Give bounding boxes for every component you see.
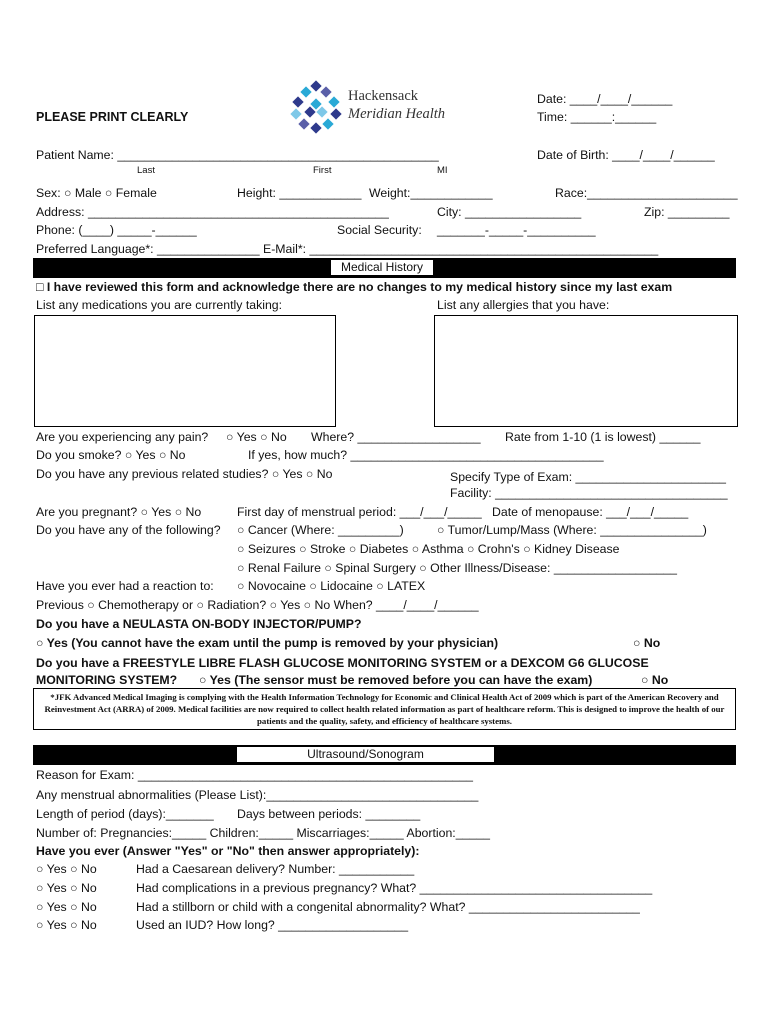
pain-question: Are you experiencing any pain? — [36, 430, 209, 444]
address-field[interactable]: Address: ____________________________________________ — [36, 205, 389, 219]
logo-text-line2: Meridian Health — [348, 106, 446, 122]
medical-history-title: Medical History — [330, 259, 434, 276]
pain-radio[interactable]: ○ Yes ○ No — [226, 430, 287, 444]
libre-question-line1: Do you have a FREESTYLE LIBRE FLASH GLUCOSE MONITORING SYSTEM or a DEXCOM G6 GLUCOSE — [36, 656, 649, 670]
abnormalities-field[interactable]: Any menstrual abnormalities (Please List):_______________________________ — [36, 788, 479, 802]
iud-field[interactable]: Used an IUD? How long? ___________________ — [136, 918, 409, 932]
neulasta-no-radio[interactable]: ○ No — [633, 636, 661, 650]
ssn-field[interactable]: _______-_____-__________ — [437, 223, 596, 237]
following-label: Do you have any of the following? — [36, 523, 221, 537]
medications-textbox[interactable] — [34, 315, 336, 427]
neulasta-question: Do you have a NEULASTA ON-BODY INJECTOR/PUMP? — [36, 617, 362, 631]
language-email-field[interactable]: Preferred Language*: _______________ E-Mail*: ___________________________________________________ — [36, 242, 659, 256]
ultrasound-title: Ultrasound/Sonogram — [236, 746, 495, 763]
menstrual-date-field[interactable]: First day of menstrual period: ___/___/_____ — [237, 505, 482, 519]
conditions-row2[interactable]: ○ Renal Failure ○ Spinal Surgery ○ Other Illness/Disease: __________________ — [237, 561, 677, 575]
neulasta-yes-radio[interactable]: ○ Yes (You cannot have the exam until the pump is removed by your physician) — [36, 636, 499, 650]
caesarean-radio[interactable]: ○ Yes ○ No — [36, 862, 97, 876]
pain-where-field[interactable]: Where? __________________ — [311, 430, 481, 444]
libre-question-line2: MONITORING SYSTEM? — [36, 673, 178, 687]
please-print-clearly: PLEASE PRINT CLEARLY — [36, 110, 189, 124]
stillborn-radio[interactable]: ○ Yes ○ No — [36, 900, 97, 914]
medications-label: List any medications you are currently taking: — [36, 298, 283, 312]
cancer-radio[interactable]: ○ Cancer (Where: _________) — [237, 523, 404, 537]
hitech-compliance-note: *JFK Advanced Medical Imaging is complying with the Health Information Technology for Economic and Clinical Health Act of 2009 which is part of the American Recovery and Reinvestment Act (ARRA) of 2009. Medical facilities are now required to collect health related information as part of healthcare reform. This is designed to improve the health of our patients and the quality, safety, and efficiency of healthcare systems. — [33, 688, 736, 730]
reaction-label: Have you ever had a reaction to: — [36, 579, 214, 593]
tumor-radio[interactable]: ○ Tumor/Lump/Mass (Where: _______________) — [437, 523, 707, 537]
medical-history-bar — [33, 258, 736, 278]
reaction-radio[interactable]: ○ Novocaine ○ Lidocaine ○ LATEX — [237, 579, 426, 593]
city-field[interactable]: City: _________________ — [437, 205, 582, 219]
libre-yes-radio[interactable]: ○ Yes (The sensor must be removed before you can have the exam) — [199, 673, 593, 687]
caesarean-field[interactable]: Had a Caesarean delivery? Number: ___________ — [136, 862, 415, 876]
libre-no-radio[interactable]: ○ No — [641, 673, 669, 687]
last-caption: Last — [137, 165, 155, 176]
mi-caption: MI — [437, 165, 448, 176]
logo-text-line1: Hackensack — [348, 88, 419, 104]
have-you-ever-label: Have you ever (Answer "Yes" or "No" then answer appropriately): — [36, 844, 420, 858]
allergies-label: List any allergies that you have: — [437, 298, 610, 312]
reason-field[interactable]: Reason for Exam: _________________________________________________ — [36, 768, 473, 782]
pain-rate-field[interactable]: Rate from 1-10 (1 is lowest) ______ — [505, 430, 701, 444]
phone-field[interactable]: Phone: (____) _____-______ — [36, 223, 197, 237]
acknowledge-checkbox[interactable]: □ I have reviewed this form and acknowledge there are no changes to my medical history since my last exam — [36, 280, 673, 294]
smoke-radio[interactable]: Do you smoke? ○ Yes ○ No — [36, 448, 186, 462]
pregnancies-field[interactable]: Number of: Pregnancies:_____ Children:_____ Miscarriages:_____ Abortion:_____ — [36, 826, 490, 840]
chemo-radiation-field[interactable]: Previous ○ Chemotherapy or ○ Radiation? ○ Yes ○ No When? ____/____/______ — [36, 598, 479, 612]
zip-field[interactable]: Zip: _________ — [644, 205, 730, 219]
days-between-field[interactable]: Days between periods: ________ — [237, 807, 421, 821]
first-caption: First — [313, 165, 332, 176]
iud-radio[interactable]: ○ Yes ○ No — [36, 918, 97, 932]
pregnant-radio[interactable]: Are you pregnant? ○ Yes ○ No — [36, 505, 202, 519]
ultrasound-bar — [33, 745, 736, 765]
weight-field[interactable]: Weight:____________ — [369, 186, 493, 200]
sex-field[interactable]: Sex: ○ Male ○ Female — [36, 186, 157, 200]
period-length-field[interactable]: Length of period (days):_______ — [36, 807, 214, 821]
race-field[interactable]: Race:______________________ — [555, 186, 738, 200]
complications-radio[interactable]: ○ Yes ○ No — [36, 881, 97, 895]
hmh-logo-icon — [288, 80, 348, 132]
studies-radio[interactable]: Do you have any previous related studies? ○ Yes ○ No — [36, 467, 333, 481]
date-field[interactable]: Date: ____/____/______ — [537, 92, 673, 106]
stillborn-field[interactable]: Had a stillborn or child with a congenital abnormality? What? _________________________ — [136, 900, 640, 914]
complications-field[interactable]: Had complications in a previous pregnancy? What? __________________________________ — [136, 881, 653, 895]
exam-type-field[interactable]: Specify Type of Exam: ______________________ — [450, 470, 726, 484]
height-field[interactable]: Height: ____________ — [237, 186, 362, 200]
patient-name-field[interactable]: Patient Name: _______________________________________________ — [36, 148, 439, 162]
menopause-date-field[interactable]: Date of menopause: ___/___/_____ — [492, 505, 689, 519]
dob-field[interactable]: Date of Birth: ____/____/______ — [537, 148, 715, 162]
allergies-textbox[interactable] — [434, 315, 738, 427]
conditions-row1[interactable]: ○ Seizures ○ Stroke ○ Diabetes ○ Asthma ○ Crohn's ○ Kidney Disease — [237, 542, 620, 556]
time-field[interactable]: Time: ______:______ — [537, 110, 657, 124]
facility-field[interactable]: Facility: __________________________________ — [450, 486, 728, 500]
ssn-label: Social Security: — [337, 223, 422, 237]
smoke-amount-field[interactable]: If yes, how much? _____________________________________ — [248, 448, 604, 462]
